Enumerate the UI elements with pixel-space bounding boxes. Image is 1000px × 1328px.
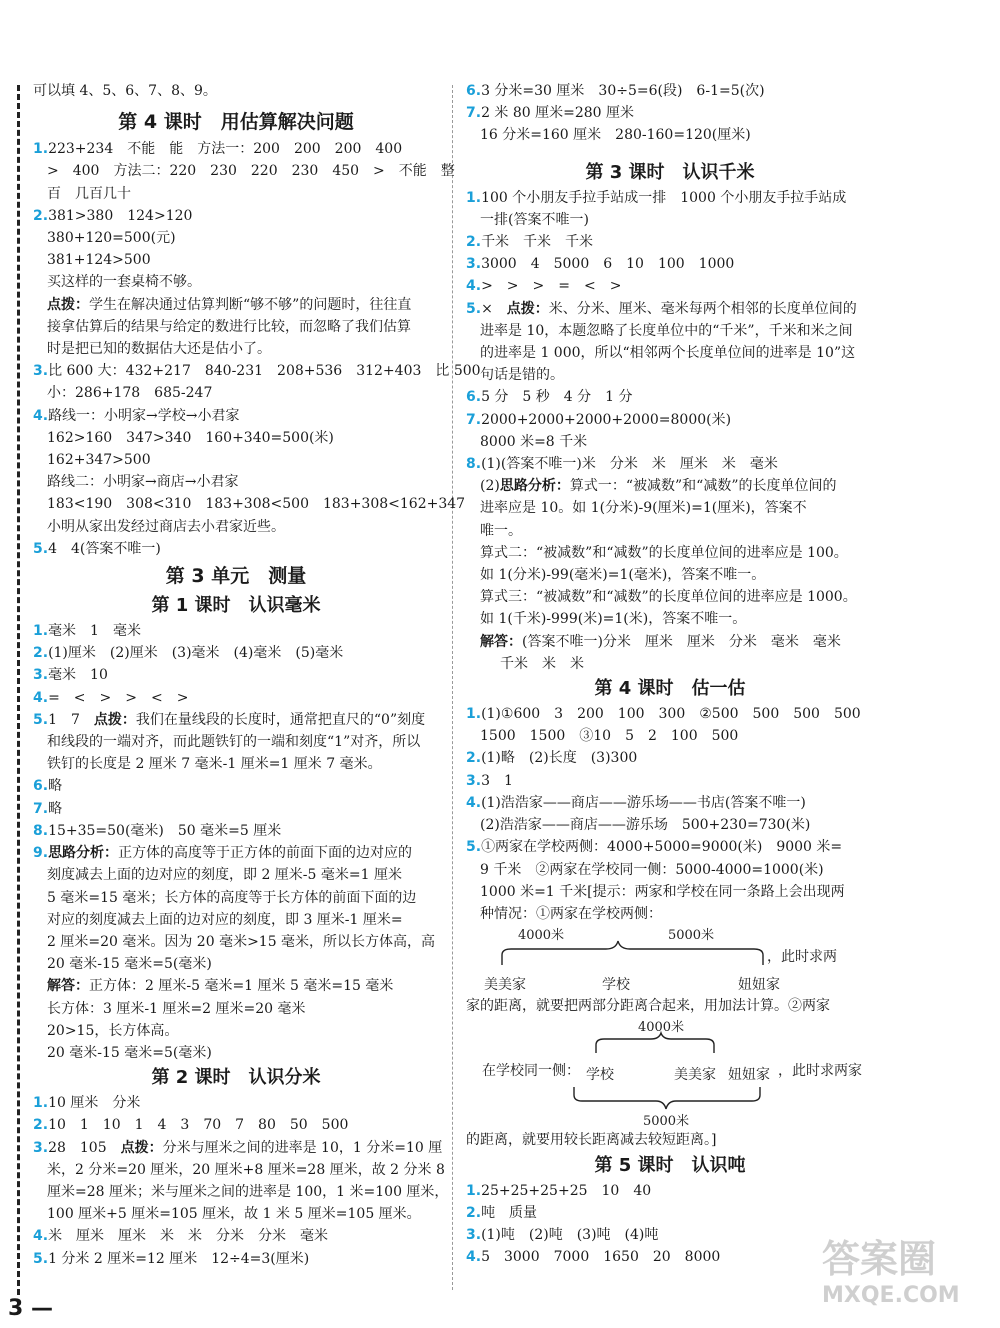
answer-line: 6.略 xyxy=(33,778,63,795)
answer-line: 的距离，就要用较长距离减去较短距离。] xyxy=(466,1132,717,1149)
answer-line: 3.28 105 点拨：分米与厘米之间的进率是 10，1 分米=10 厘 xyxy=(33,1139,443,1156)
hint-line: 时是把已知的数据估大还是估小了。 xyxy=(47,341,271,358)
solution-line: 20 毫米-15 毫米=5(毫米) xyxy=(47,1044,212,1061)
page-number: 3 — xyxy=(8,1296,53,1321)
answer-line: 家的距离，就要把两部分距离合起来，用加法计算。②两家 xyxy=(466,998,830,1015)
distance-label-5000: 5000米 xyxy=(667,928,715,944)
answer-line: 1500 1500 ③10 5 2 100 500 xyxy=(480,728,739,745)
left-column xyxy=(33,80,481,1270)
answer-line: 4.米 厘米 厘米 米 米 分米 分米 毫米 xyxy=(33,1228,329,1245)
answer-line: 2.吨 质量 xyxy=(466,1204,538,1221)
diagram-caption: ，此时求两 xyxy=(767,949,837,966)
place-label: 美美家 xyxy=(484,977,526,994)
watermark-url: MXQE.COM xyxy=(822,1283,960,1308)
answer-line: 6.5 分 5 秒 4 分 1 分 xyxy=(466,389,633,406)
hint-line: 100 厘米+5 厘米=105 厘米，故 1 米 5 厘米=105 厘米。 xyxy=(47,1206,421,1223)
hint-line: 接拿估算后的结果与给定的数进行比较，而忽略了我们估算 xyxy=(47,318,411,335)
right-column xyxy=(466,80,874,1268)
hint-line: 进率是 10，本题忽略了长度单位中的“千米”，千米和米之间 xyxy=(480,322,853,339)
answer-line: 4.5 3000 7000 1650 20 8000 xyxy=(466,1249,721,1266)
answer-line: 2.10 1 10 1 4 3 70 7 80 50 500 xyxy=(33,1117,349,1134)
answer-line: 162>160 347>340 160+340=500(米) xyxy=(47,429,334,446)
diagram-prefix: 在学校同一侧： xyxy=(482,1063,580,1080)
hint-line: 的进率是 1 000，所以“相邻两个长度单位间的进率是 10”这 xyxy=(480,345,856,362)
analysis-line: 算式三：“被减数”和“减数”的长度单位间的进率应是 1000。 xyxy=(480,589,857,606)
solution-line: 解答：正方体：2 厘米-5 毫米=1 厘米 5 毫米=15 毫米 xyxy=(47,978,394,995)
binding-dash-line xyxy=(17,85,20,1295)
answer-line: 5.4 4(答案不唯一) xyxy=(33,540,161,557)
hint-line: 铁钉的长度是 2 厘米 7 毫米-1 厘米=1 厘米 7 毫米。 xyxy=(47,756,382,773)
answer-line: 1.(1)①600 3 200 100 300 ②500 500 500 500 xyxy=(466,706,861,723)
answer-line: 4.= < > > < > xyxy=(33,689,189,706)
brace-shape xyxy=(502,941,763,965)
analysis-line: 如 1(千米)-999(米)=1(米)，答案不唯一。 xyxy=(480,611,747,628)
section-heading: 第 3 课时 认识千米 xyxy=(585,161,755,183)
section-heading: 第 5 课时 认识吨 xyxy=(594,1154,746,1176)
place-label: 学校 xyxy=(602,977,630,994)
answer-line: 9.思路分析：正方体的高度等于正方体的前面下面的边对应的 xyxy=(33,845,413,862)
answer-line: 4.路线一：小明家→学校→小君家 xyxy=(33,407,240,424)
answer-line: 183<190 308<310 183+308<500 183+308<162+347 xyxy=(47,496,466,513)
answer-line: 3.3000 4 5000 6 10 100 1000 xyxy=(466,256,735,273)
answer-line: 4.> > > = < > xyxy=(466,278,622,295)
hint-line: 米，2 分米=20 厘米，20 厘米+8 厘米=28 厘米，故 2 分米 8 xyxy=(47,1161,445,1178)
distance-label-4000: 4000米 xyxy=(517,928,565,944)
answer-line: 5.× 点拨：米、分米、厘米、毫米每两个相邻的长度单位间的 xyxy=(466,300,857,317)
answer-line: 百 几百几十 xyxy=(47,185,131,202)
analysis-line: 进率应是 10。如 1(分米)-9(厘米)=1(厘米)，答案不 xyxy=(480,500,807,517)
answer-line: 买这样的一套桌椅不够。 xyxy=(47,274,201,291)
answer-line: (2)浩浩家——商店——游乐场 500+230=730(米) xyxy=(480,817,811,834)
section-heading: 第 2 课时 认识分米 xyxy=(151,1067,321,1089)
brace-diagram-2 xyxy=(466,1017,874,1129)
answer-line: 小：286+178 685-247 xyxy=(47,385,213,402)
analysis-line: 算式二：“被减数”和“减数”的长度单位间的进率应是 100。 xyxy=(480,544,848,561)
answer-line: 2.(1)厘米 (2)厘米 (3)毫米 (4)毫米 (5)毫米 xyxy=(33,645,344,662)
answer-line: 162+347>500 xyxy=(47,452,151,469)
place-label: 妞妞家 xyxy=(728,1067,770,1084)
answer-line: 2.千米 千米 千米 xyxy=(466,234,594,251)
brace-diagram-1 xyxy=(466,925,874,995)
hint-line: 点拨：学生在解决通过估算判断“够不够”的问题时，往往直 xyxy=(47,296,412,313)
distance-diagram-opposite-sides xyxy=(466,925,874,995)
answer-line: 1.毫米 1 毫米 xyxy=(33,623,141,640)
answer-line: 3.比 600 大：432+217 840-231 208+536 312+403 比 500 xyxy=(33,363,481,380)
answer-line: 3.毫米 10 xyxy=(33,667,108,684)
answer-line: > 400 方法二：220 230 220 230 450 > 不能 整 xyxy=(47,163,455,180)
hint-line: 厘米=28 厘米；米与厘米之间的进率是 100，1 米=100 厘米， xyxy=(47,1183,449,1200)
analysis-line: 刻度减去上面的边对应的刻度，即 2 厘米-5 毫米=1 厘米 xyxy=(47,867,402,884)
answer-line: 16 分米=160 厘米 280-160=120(厘米) xyxy=(480,127,751,144)
answer-line: 7.略 xyxy=(33,800,63,817)
text-line: 可以填 4、5、6、7、8、9。 xyxy=(33,83,217,99)
solution-line: 解答：(答案不唯一)分米 厘米 厘米 分米 毫米 毫米 xyxy=(480,633,841,650)
answer-line: 8000 米=8 千米 xyxy=(480,433,588,450)
answer-line: 1.100 个小朋友手拉手站成一排 1000 个小朋友手拉手站成 xyxy=(466,189,847,206)
hint-line: 和线段的一端对齐，而此题铁钉的一端和刻度“1”对齐，所以 xyxy=(47,734,421,751)
answer-line: 4.(1)浩浩家——商店——游乐场——书店(答案不唯一) xyxy=(466,794,806,811)
answer-line: 7.2000+2000+2000+2000=8000(米) xyxy=(466,411,732,428)
analysis-line: 5 毫米=15 毫米；长方体的高度等于长方体的前面下面的边 xyxy=(47,889,417,906)
watermark-logo xyxy=(822,1228,992,1328)
analysis-line: 唯一。 xyxy=(480,522,522,539)
place-label: 学校 xyxy=(586,1067,614,1084)
answer-line: 2.381>380 124>120 xyxy=(33,207,193,224)
analysis-line: 如 1(分米)-99(毫米)=1(毫米)，答案不唯一。 xyxy=(480,567,766,584)
answer-line: 6.3 分米=30 厘米 30÷5=6(段) 6-1=5(次) xyxy=(466,83,765,99)
analysis-line: 对应的刻度减去上面的边对应的刻度，即 3 厘米-1 厘米= xyxy=(47,911,403,928)
distance-label-4000: 4000米 xyxy=(637,1020,685,1036)
answer-line: 5.1 分米 2 厘米=12 厘米 12÷4=3(厘米) xyxy=(33,1250,310,1267)
answer-line: 1.10 厘米 分米 xyxy=(33,1095,141,1112)
section-heading: 第 4 课时 用估算解决问题 xyxy=(118,111,354,134)
answer-line: 小明从家出发经过商店去小君家近些。 xyxy=(47,518,285,535)
answer-line: 2.(1)略 (2)长度 (3)300 xyxy=(466,750,638,767)
answer-line: 8.(1)(答案不唯一)米 分米 米 厘米 米 毫米 xyxy=(466,456,778,473)
answer-line: 381+124>500 xyxy=(47,252,151,269)
section-heading: 第 4 课时 估一估 xyxy=(594,678,746,700)
answer-line: 5.1 7 点拨：我们在量线段的长度时，通常把直尺的“0”刻度 xyxy=(33,711,426,728)
answer-line: 9 千米 ②两家在学校同一侧：5000-4000=1000(米) xyxy=(480,861,824,878)
answer-line: 5.①两家在学校两侧：4000+5000=9000(米) 9000 米= xyxy=(466,839,843,856)
answer-line: 380+120=500(元) xyxy=(47,230,176,247)
column-divider xyxy=(452,85,453,1290)
hint-line: 句话是错的。 xyxy=(480,367,564,384)
watermark-text: 答案圈 xyxy=(822,1237,937,1281)
answer-line: 一排(答案不唯一) xyxy=(480,211,589,228)
answer-line: 3.3 1 xyxy=(466,772,513,789)
solution-line: 千米 米 米 xyxy=(500,655,584,672)
brace-shape xyxy=(596,1033,714,1053)
place-label: 美美家 xyxy=(674,1067,716,1084)
unit-heading: 第 3 单元 测量 xyxy=(165,565,307,588)
solution-line: 20>15，长方体高。 xyxy=(47,1022,179,1039)
answer-line: 1.223+234 不能 能 方法一：200 200 200 400 xyxy=(33,141,403,158)
analysis-line: 20 毫米-15 毫米=5(毫米) xyxy=(47,956,212,973)
answer-line: 1000 米=1 千米[提示：两家和学校在同一条路上会出现两 xyxy=(480,883,845,900)
answer-line: 种情况：①两家在学校两侧： xyxy=(480,905,662,922)
distance-label-5000: 5000米 xyxy=(642,1114,690,1130)
answer-line: 路线二：小明家→商店→小君家 xyxy=(47,474,239,491)
answer-line: 1.25+25+25+25 10 40 xyxy=(466,1182,652,1199)
solution-line: 长方体：3 厘米-1 厘米=2 厘米=20 毫米 xyxy=(47,1000,306,1017)
answer-line: 7.2 米 80 厘米=280 厘米 xyxy=(466,105,635,122)
analysis-line: (2)思路分析：算式一：“被减数”和“减数”的长度单位间的 xyxy=(480,478,837,495)
answer-line: 3.(1)吨 (2)吨 (3)吨 (4)吨 xyxy=(466,1226,659,1243)
distance-diagram-same-side xyxy=(466,1017,874,1129)
answer-line: 8.15+35=50(毫米) 50 毫米=5 厘米 xyxy=(33,822,282,839)
brace-shape xyxy=(574,1087,760,1109)
diagram-caption: ，此时求两家 xyxy=(778,1063,862,1080)
place-label: 妞妞家 xyxy=(738,977,780,994)
analysis-line: 2 厘米=20 毫米。因为 20 毫米>15 毫米，所以长方体高，高 xyxy=(47,933,436,950)
section-heading: 第 1 课时 认识毫米 xyxy=(151,595,321,617)
